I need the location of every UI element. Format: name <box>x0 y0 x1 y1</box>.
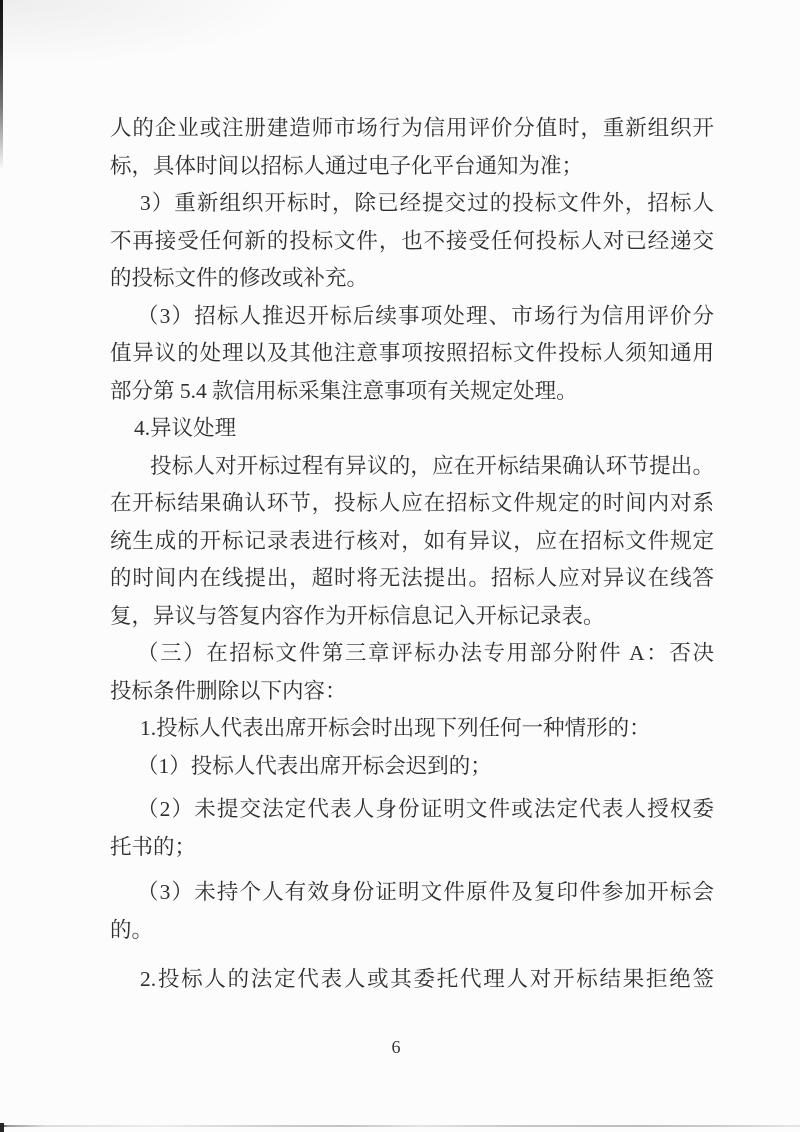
text-line: 投标条件删除以下内容： <box>110 678 347 703</box>
text-line: 的投标文件的修改或补充。 <box>110 266 369 290</box>
text-line: 人的企业或注册建造师市场行为信用评价分值时，重新组织开 <box>110 116 714 140</box>
text-line: （2）未提交法定代表人身份证明文件或法定代表人授权委 <box>137 797 714 821</box>
text-line: 4.异议处理 <box>134 416 237 440</box>
text-line: 复，异议与答复内容作为开标信息记入开标记录表。 <box>110 603 605 628</box>
scan-edge-shadow-left <box>0 0 3 170</box>
scan-edge-line-bottom <box>0 1125 800 1127</box>
text-line: 部分第 5.4 款信用标采集注意事项有关规定处理。 <box>110 378 578 403</box>
text-line: （1）投标人代表出席开标会迟到的； <box>137 753 492 778</box>
text-line: 投标人对开标过程有异议的，应在开标结果确认环节提出。 <box>150 453 714 478</box>
text-line: 的时间内在线提出，超时将无法提出。招标人应对异议在线答 <box>110 566 714 590</box>
text-line: 值异议的处理以及其他注意事项按照招标文件投标人须知通用 <box>110 341 714 365</box>
text-line: （3）未持个人有效身份证明文件原件及复印件参加开标会 <box>137 880 714 904</box>
text-line: 标，具体时间以招标人通过电子化平台通知为准； <box>110 153 584 178</box>
text-line: 统生成的开标记录表进行核对，如有异议，应在招标文件规定 <box>110 528 714 553</box>
text-line: 的。 <box>110 917 154 942</box>
text-line: （3）招标人推迟开标后续事项处理、市场行为信用评价分 <box>137 303 714 328</box>
text-line: 在开标结果确认环节，投标人应在招标文件规定的时间内对系 <box>110 491 714 515</box>
text-line: 不再接受任何新的投标文件，也不接受任何投标人对已经递交 <box>110 228 714 253</box>
scan-shading-top-left <box>0 0 430 95</box>
page-number: 6 <box>391 1037 401 1057</box>
document-body <box>110 110 714 999</box>
text-line: 2.投标人的法定代表人或其委托代理人对开标结果拒绝签 <box>140 967 714 991</box>
text-line: 1.投标人代表出席开标会时出现下列任何一种情形的： <box>140 716 651 740</box>
scan-mark-bottom-left <box>0 1123 4 1132</box>
text-line: （三）在招标文件第三章评标办法专用部分附件 A：否决 <box>137 641 714 665</box>
text-line: 托书的； <box>110 834 197 859</box>
text-line: 3）重新组织开标时，除已经提交过的投标文件外，招标人 <box>140 191 714 215</box>
